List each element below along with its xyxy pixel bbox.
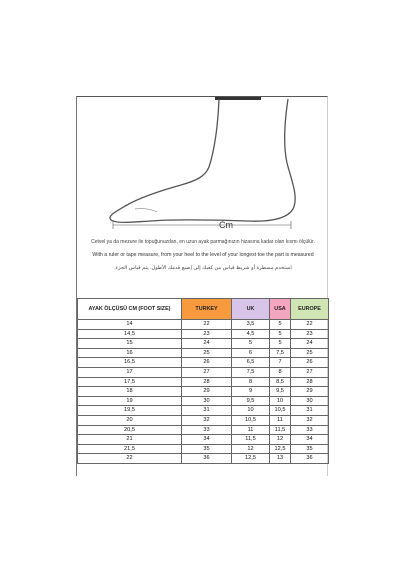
- cell-turkey: 23: [182, 329, 232, 339]
- cell-uk: 11: [232, 425, 270, 435]
- cell-turkey: 33: [182, 425, 232, 435]
- cell-europe: 34: [291, 435, 329, 445]
- cell-europe: 35: [291, 444, 329, 454]
- cell-turkey: 24: [182, 339, 232, 349]
- cell-europe: 29: [291, 387, 329, 397]
- cell-turkey: 31: [182, 406, 232, 416]
- instructions-block: [77, 239, 329, 272]
- cell-usa: 8: [270, 367, 291, 377]
- cell-turkey: 27: [182, 367, 232, 377]
- cell-usa: 7,5: [270, 348, 291, 358]
- cell-europe: 32: [291, 415, 329, 425]
- instruction-turkish: Cetvel ya da mezure ile topuğunuzdan, en uzun ayak parmağınızın hizasına kadar olan kısmı ölçülür.: [91, 239, 315, 245]
- cell-europe: 24: [291, 339, 329, 349]
- cell-uk: 4,5: [232, 329, 270, 339]
- size-chart-table: [77, 298, 329, 464]
- table-row: [78, 406, 329, 416]
- cell-usa: 5: [270, 329, 291, 339]
- cell-uk: 9,5: [232, 396, 270, 406]
- cell-usa: 8,5: [270, 377, 291, 387]
- table-row: [78, 329, 329, 339]
- cell-foot-cm: 16,5: [78, 358, 182, 368]
- table-row: [78, 396, 329, 406]
- cell-usa: 12,5: [270, 444, 291, 454]
- cell-foot-cm: 14,5: [78, 329, 182, 339]
- cell-foot-cm: 21,5: [78, 444, 182, 454]
- table-row: [78, 425, 329, 435]
- cell-usa: 12: [270, 435, 291, 445]
- instruction-arabic: استخدم مسطرة أو شريط قياس من كعبك إلى إصبع قدمك الأطول. يتم قياس الجزء.: [114, 265, 292, 271]
- cell-turkey: 25: [182, 348, 232, 358]
- cell-foot-cm: 17,5: [78, 377, 182, 387]
- cell-uk: 7,5: [232, 367, 270, 377]
- cell-uk: 10,5: [232, 415, 270, 425]
- cell-foot-cm: 14: [78, 320, 182, 330]
- cell-uk: 11,5: [232, 435, 270, 445]
- cell-europe: 27: [291, 367, 329, 377]
- cell-uk: 5: [232, 339, 270, 349]
- cell-foot-cm: 19: [78, 396, 182, 406]
- size-guide-sheet: [76, 96, 328, 476]
- cell-foot-cm: 17: [78, 367, 182, 377]
- cell-foot-cm: 22: [78, 454, 182, 464]
- cell-usa: 7: [270, 358, 291, 368]
- cell-usa: 5: [270, 339, 291, 349]
- table-header-row: [78, 299, 329, 320]
- table-row: [78, 358, 329, 368]
- cell-foot-cm: 20: [78, 415, 182, 425]
- cell-usa: 5: [270, 320, 291, 330]
- cell-turkey: 36: [182, 454, 232, 464]
- cell-usa: 10,5: [270, 406, 291, 416]
- table-row: [78, 444, 329, 454]
- cell-usa: 11,5: [270, 425, 291, 435]
- cell-europe: 30: [291, 396, 329, 406]
- ankle-bar: [215, 97, 261, 100]
- instruction-english: With a ruler or tape measure, from your heel to the level of your longest toe the part is measured: [92, 252, 314, 258]
- cell-europe: 25: [291, 348, 329, 358]
- cell-foot-cm: 18: [78, 387, 182, 397]
- cell-europe: 31: [291, 406, 329, 416]
- cell-uk: 12: [232, 444, 270, 454]
- cell-turkey: 35: [182, 444, 232, 454]
- cell-usa: 13: [270, 454, 291, 464]
- cell-europe: 26: [291, 358, 329, 368]
- foot-outline: [110, 99, 295, 222]
- table-row: [78, 415, 329, 425]
- cell-uk: 10: [232, 406, 270, 416]
- cell-uk: 9: [232, 387, 270, 397]
- cell-uk: 6,5: [232, 358, 270, 368]
- header-uk: UK: [232, 299, 270, 320]
- cell-foot-cm: 21: [78, 435, 182, 445]
- cell-europe: 36: [291, 454, 329, 464]
- table-row: [78, 367, 329, 377]
- cell-turkey: 26: [182, 358, 232, 368]
- cell-foot-cm: 15: [78, 339, 182, 349]
- cell-foot-cm: 19,5: [78, 406, 182, 416]
- cell-turkey: 34: [182, 435, 232, 445]
- cell-usa: 11: [270, 415, 291, 425]
- header-usa: USA: [270, 299, 291, 320]
- table-row: [78, 339, 329, 349]
- cell-uk: 12,5: [232, 454, 270, 464]
- cell-uk: 3,5: [232, 320, 270, 330]
- toe-line: [135, 209, 157, 212]
- cell-foot-cm: 20,5: [78, 425, 182, 435]
- cell-turkey: 28: [182, 377, 232, 387]
- header-europe: EUROPE: [291, 299, 329, 320]
- cell-uk: 6: [232, 348, 270, 358]
- table-row: [78, 454, 329, 464]
- table-body: [78, 320, 329, 464]
- measure-unit-label: Cm: [219, 220, 233, 230]
- cell-turkey: 29: [182, 387, 232, 397]
- cell-europe: 33: [291, 425, 329, 435]
- table-row: [78, 348, 329, 358]
- table-row: [78, 320, 329, 330]
- table-row: [78, 387, 329, 397]
- cell-europe: 28: [291, 377, 329, 387]
- table-row: [78, 435, 329, 445]
- cell-usa: 9,5: [270, 387, 291, 397]
- cell-europe: 23: [291, 329, 329, 339]
- cell-foot-cm: 16: [78, 348, 182, 358]
- cell-turkey: 30: [182, 396, 232, 406]
- cell-turkey: 22: [182, 320, 232, 330]
- cell-turkey: 32: [182, 415, 232, 425]
- cell-europe: 22: [291, 320, 329, 330]
- header-turkey: TURKEY: [182, 299, 232, 320]
- foot-outline-illustration: [77, 97, 329, 237]
- cell-uk: 8: [232, 377, 270, 387]
- table-row: [78, 377, 329, 387]
- header-foot-size: AYAK ÖLÇÜSÜ CM (FOOT SIZE): [78, 299, 182, 320]
- cell-usa: 10: [270, 396, 291, 406]
